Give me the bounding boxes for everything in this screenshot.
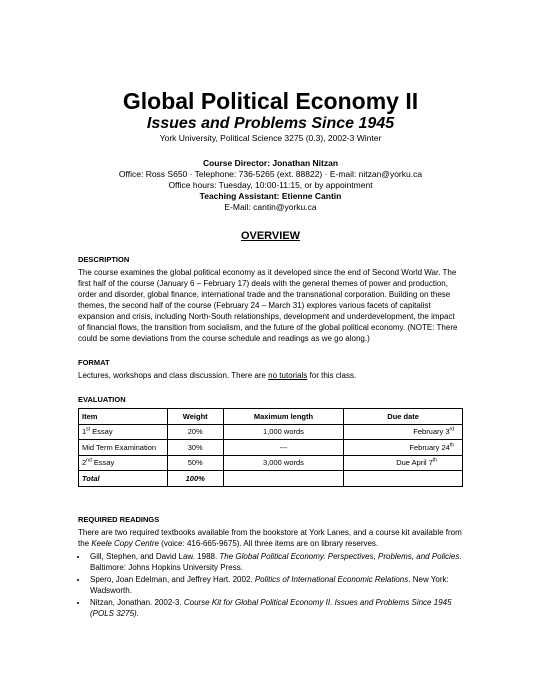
weight-cell: 20% <box>167 424 223 440</box>
weight-cell: 30% <box>167 440 223 456</box>
column-header: Weight <box>167 409 223 425</box>
table-row <box>79 424 463 440</box>
document-header <box>78 0 463 243</box>
list-item: • Gill, Stephen, and David Law. 1988. The Global Political Economy. Perspectives, Problems, and Policies. Baltimore: Johns Hopkins University Press. <box>88 551 463 573</box>
readings-list <box>78 551 463 619</box>
item-cell: 1st Essay <box>79 424 168 440</box>
table-row <box>79 455 463 471</box>
readings-section <box>78 515 463 619</box>
description-text: The course examines the global political economy as it developed since the end of Second World War. The first half of the course (January 6 – February 17) deals with the general themes of power and production, order and disorder, global finance, international trade and the transnational corporation. Building on these themes, the second half of the course (February 24 – March 31) explores various facets of capitalist expansion and crisis, including North-South relationships, development and underdevelopment, the impact of financial flows, the transition from socialism, and the future of the global political economy. (NOTE: There could be some deviations from the course schedule and readings as we go along.) <box>78 268 458 343</box>
list-item: • Nitzan, Jonathan. 2002-3. Course Kit for Global Political Economy II. Issues and Problems Since 1945 (POLS 3275). <box>88 597 463 619</box>
length-cell: --- <box>223 440 344 456</box>
office-hours: Office hours: Tuesday, 10:00-11:15, or by appointment <box>168 180 373 190</box>
column-header: Item <box>79 409 168 425</box>
table-total-row <box>79 471 463 487</box>
office-line: Office: Ross S650 · Telephone: 736-5265 (ext. 88822) · E-mail: nitzan@yorku.ca <box>118 169 423 179</box>
list-item: • Spero, Joan Edelman, and Jeffrey Hart. 2002. Politics of International Economic Relations. New York: Wadsworth. <box>88 574 463 596</box>
evaluation-heading: EVALUATION <box>78 395 126 404</box>
format-section <box>78 358 463 381</box>
table-header-row <box>79 409 463 425</box>
evaluation-section <box>78 395 463 487</box>
table-row <box>79 440 463 456</box>
course-subtitle: Issues and Problems Since 1945 <box>146 115 395 132</box>
teaching-assistant: Teaching Assistant: Etienne Cantin <box>199 191 342 201</box>
course-title: Global Political Economy II <box>122 88 419 114</box>
empty-cell <box>344 471 463 487</box>
course-line: York University, Political Science 3275 (0.3), 2002-3 Winter <box>159 133 382 143</box>
format-text <box>78 370 463 381</box>
format-heading: FORMAT <box>78 358 110 367</box>
readings-heading: REQUIRED READINGS <box>78 514 160 524</box>
total-weight: 100% <box>167 471 223 487</box>
column-header: Due date <box>344 409 463 425</box>
due-cell: February 3rd <box>344 424 463 440</box>
description-section <box>78 255 463 344</box>
length-cell: 1,000 words <box>223 424 344 440</box>
due-cell: February 24th <box>344 440 463 456</box>
description-heading: DESCRIPTION <box>78 255 130 264</box>
column-header: Maximum length <box>223 409 344 425</box>
readings-intro: There are two required textbooks available from the bookstore at York Lanes, and a course kit available from the Keele Copy Centre (voice: 416-665-9675). All three items are on library reserves. <box>78 527 462 548</box>
ta-email: E-Mail: cantin@yorku.ca <box>224 202 317 212</box>
format-text-start: Lectures, workshops and class discussion. There are <box>78 371 269 380</box>
length-cell: 3,000 words <box>223 455 344 471</box>
format-text-end: for this class. <box>307 371 357 380</box>
total-label: Total <box>79 471 168 487</box>
item-cell: Mid Term Examination <box>79 440 168 456</box>
weight-cell: 50% <box>167 455 223 471</box>
no-tutorials-text: no tutorials <box>268 371 308 380</box>
evaluation-table <box>78 408 463 487</box>
item-cell: 2nd Essay <box>79 455 168 471</box>
overview-heading: OVERVIEW <box>240 230 301 242</box>
due-cell: Due April 7th <box>344 455 463 471</box>
empty-cell <box>223 471 344 487</box>
keele-copy-centre: Keele Copy Centre <box>91 538 159 548</box>
course-director: Course Director: Jonathan Nitzan <box>202 158 339 168</box>
